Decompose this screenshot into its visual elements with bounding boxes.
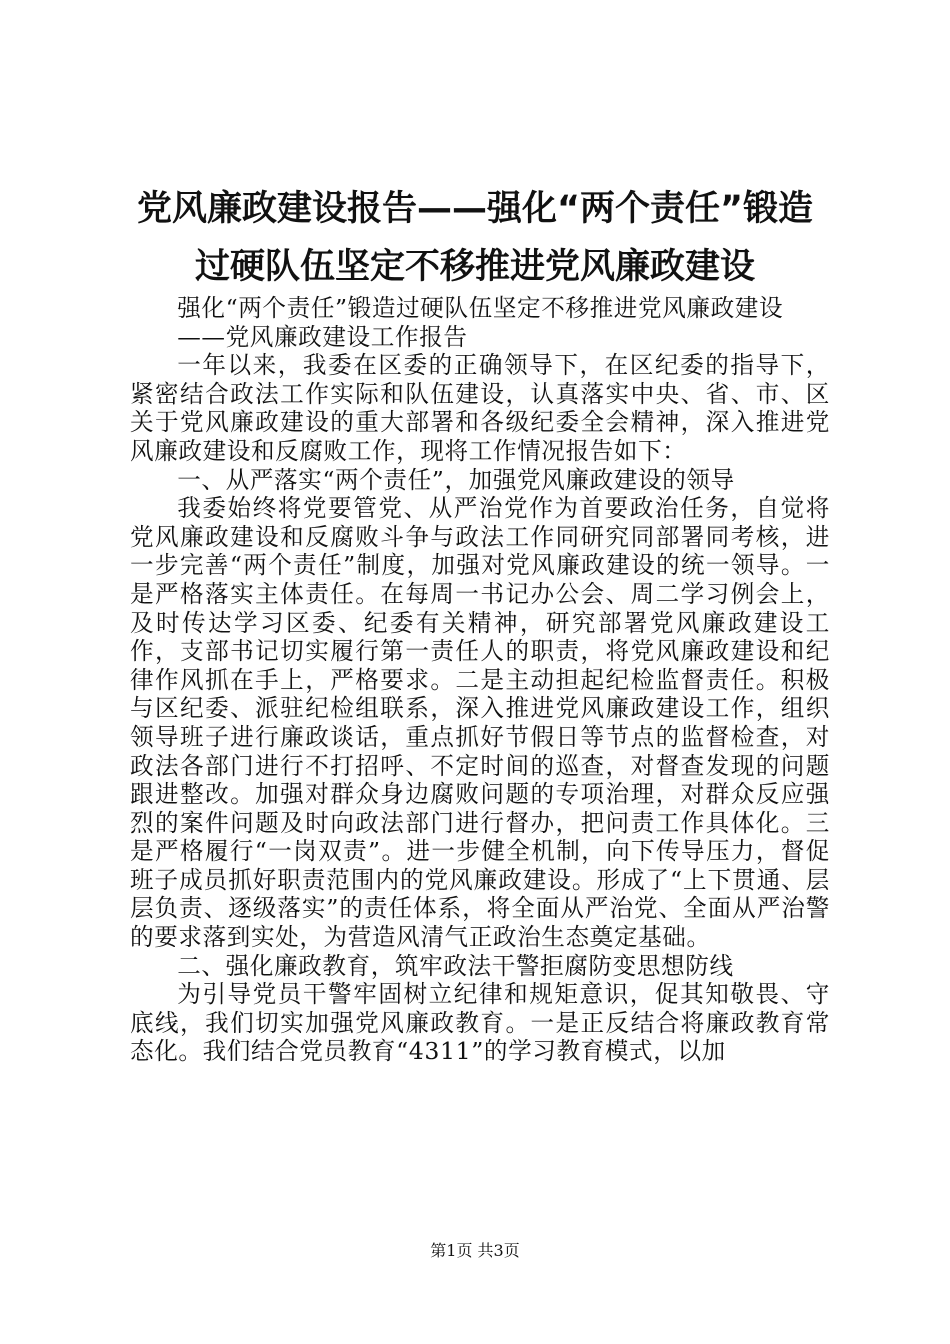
section-heading-1: 一、从严落实“两个责任”，加强党风廉政建设的领导: [177, 465, 735, 494]
paragraph-subtitle: 强化“两个责任”锻造过硬队伍坚定不移推进党风廉政建设: [177, 294, 784, 322]
paragraph-section-1: 我委始终将党要管党、从严治党作为首要政治任务，自觉将党风廉政建设和反腐败斗争与政法工作同研究同部署同考核，进一步完善“两个责任”制度，加强对党风廉政建设的统一领导。一是严格落实主体责任。在每周一书记办公会、周二学习例会上，及时传达学习区委、纪委有关精神，研究部署党风廉政建设工作，支部书记切实履行第一责任人的职责，将党风廉政建设和纪律作风抓在手上，严格要求。二是主动担起纪检监督责任。积极与区纪委、派驻纪检组联系，深入推进党风廉政建设工作，组织领导班子进行廉政谈话，重点抓好节假日等节点的监督检查，对政法各部门进行不打招呼、不定时间的巡查，对督查发现的问题跟进整改。加强对群众身边腐败问题的专项治理，对群众反应强烈的案件问题及时向政法部门进行督办，把问责工作具体化。三是严格履行“一岗双责”。进一步健全机制，向下传导压力，督促班子成员抓好职责范围内的党风廉政建设。形成了“上下贯通、层层负责、逐级落实”的责任体系，将全面从严治党、全面从严治警的要求落到实处，为营造风清气正政治生态奠定基础。: [130, 494, 830, 952]
paragraph-section-2: 为引导党员干警牢固树立纪律和规矩意识，促其知敬畏、守底线，我们切实加强党风廉政教育。一是正反结合将廉政教育常态化。我们结合党员教育“4311”的学习教育模式，以加: [130, 980, 830, 1066]
page-footer: 第1页 共3页: [430, 1241, 520, 1260]
section-heading-2: 二、强化廉政教育，筑牢政法干警拒腐防变思想防线: [177, 951, 734, 980]
document-title-line-2: 过硬队伍坚定不移推进党风廉政建设: [194, 247, 755, 287]
paragraph-intro: 一年以来，我委在区委的正确领导下，在区纪委的指导下，紧密结合政法工作实际和队伍建设，认真落实中央、省、市、区关于党风廉政建设的重大部署和各级纪委全会精神，深入推进党风廉政建设和反腐败工作，现将工作情况报告如下：: [130, 351, 830, 465]
paragraph-report-name: ——党风廉政建设工作报告: [177, 322, 468, 351]
document-body: [130, 294, 830, 1066]
document-title-line-1: 党风廉政建设报告——强化“两个责任”锻造: [136, 189, 813, 229]
